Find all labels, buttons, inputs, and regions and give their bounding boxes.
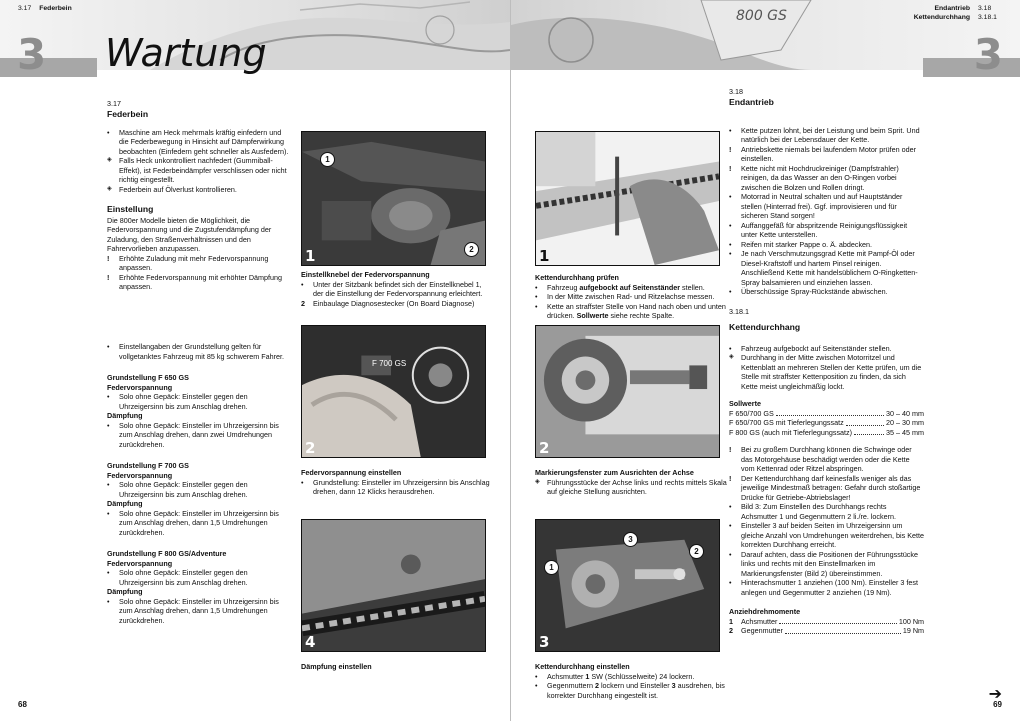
- caption-title: Dämpfung einstellen: [301, 662, 372, 671]
- maintenance-list: [729, 126, 924, 297]
- list-item: • Motorrad in Neutral schalten und auf Hauptständer stellen (Hinterrad frei). Ggf. improvisieren und für sicheren Stand sorgen!: [729, 192, 924, 221]
- settings-label: Dämpfung: [107, 587, 143, 596]
- settings-label: Federvorspannung: [107, 470, 173, 480]
- list-item: • Reifen mit starker Pappe o. Ä. abdecken.: [729, 240, 924, 250]
- page-number: 69: [993, 700, 1002, 710]
- photo-number: 1: [539, 247, 550, 265]
- caption-title: Federvorspannung einstellen: [301, 468, 402, 477]
- list-item: • Bild 3: Zum Einstellen des Durchhangs rechts Achsmutter 1 und Gegenmuttern 2 li./re. lockern.: [729, 502, 924, 521]
- photo-preload-adjust: [301, 325, 486, 458]
- caption-title: Kettendurchhang prüfen: [535, 273, 619, 282]
- subsection-title: Einstellung: [107, 204, 154, 215]
- left-settings-column: [107, 342, 292, 625]
- right-text-column: [729, 87, 924, 636]
- caption-item: • Kette an straffster Stelle von Hand nach oben und unten drücken. Sollwerte siehe rechte Spalte.: [535, 302, 730, 321]
- photo4-caption: [301, 662, 491, 672]
- photo-chain-adjust: [535, 519, 720, 652]
- settings-title: Grundstellung F 700 GS: [107, 461, 189, 470]
- chapter-number: 3: [17, 30, 47, 79]
- photo1-caption: [535, 273, 730, 321]
- list-item: • Auffanggefäß für abspritzende Reinigungsflüssigkeit unter Kette unterstellen.: [729, 221, 924, 240]
- settings-title: Grundstellung F 800 GS/Adventure: [107, 549, 227, 558]
- list-item: • Solo ohne Gepäck: Einsteller gegen den Uhrzeigersinn bis zum Anschlag drehen.: [107, 392, 292, 411]
- intro-list: [107, 128, 292, 195]
- photo-number: 2: [305, 439, 316, 457]
- list-item: • Solo ohne Gepäck: Einsteller gegen den Uhrzeigersinn bis zum Anschlag drehen.: [107, 480, 292, 499]
- list-item: • Maschine am Heck mehrmals kräftig einfedern und die Federbewegung in Hinsicht auf Dämpferwirkung beobachten (Einfedern geht schneller als Ausfedern).: [107, 128, 292, 157]
- warning-item: ! Antriebskette niemals bei laufendem Motor prüfen oder einstellen.: [729, 145, 924, 164]
- section-number: 3.17: [107, 99, 121, 108]
- next-page-arrow-icon[interactable]: ➔: [988, 686, 1002, 703]
- list-item: • Solo ohne Gepäck: Einsteller im Uhrzeigersinn bis zum Anschlag drehen, dann 1,5 Umdrehungen zurückdrehen.: [107, 597, 292, 626]
- caption-item: • In der Mitte zwischen Rad- und Ritzelachse messen.: [535, 292, 730, 302]
- callout-2: 2: [464, 242, 479, 257]
- section-number: 3.18: [729, 87, 743, 96]
- spec-row: F 650/700 GS mit Tieferlegungssatz 20 – 30 mm: [729, 418, 924, 428]
- photo-damping: [301, 519, 486, 652]
- list-item: ◈ Falls Heck unkontrolliert nachfedert (Gummiball-Effekt), ist Federbeindämpfer verschlissen oder nicht richtig eingestellt.: [107, 156, 292, 185]
- callout-3: 3: [623, 532, 638, 547]
- warning-item: ! Erhöhte Federvorspannung mit erhöhter Dämpfung anpassen.: [107, 273, 292, 292]
- settings-label: Federvorspannung: [107, 558, 173, 568]
- photo3-caption: [535, 662, 730, 700]
- photo-preload-knob: [301, 131, 486, 266]
- subsection-title: Kettendurchhang: [729, 322, 801, 333]
- list-item: • Kette putzen lohnt, bei der Leistung und beim Sprit. Und natürlich bei der Lebensdauer der Kette.: [729, 126, 924, 145]
- caption-item: • Achsmutter 1 SW (Schlüsselweite) 24 lockern.: [535, 672, 730, 682]
- callout-1: 1: [544, 560, 559, 575]
- list-item: • Darauf achten, dass die Positionen der Führungsstücke links und rechts mit den Einstellmarken im Markierungsfenster (Bild 2) übereinstimmen.: [729, 550, 924, 579]
- caption-item: • Fahrzeug aufgebockt auf Seitenständer stellen.: [535, 283, 730, 293]
- caption-item: • Gegenmuttern 2 lockern und Einsteller 3 ausdrehen, bis korrekter Durchhang eingestellt ist.: [535, 681, 730, 700]
- section-title: Federbein: [107, 108, 149, 119]
- torque-title: Anziehdrehmomente: [729, 607, 801, 617]
- running-header: 3.17 Federbein: [18, 5, 72, 12]
- caption-item: ◈ Führungsstücke der Achse links und rechts mittels Skala auf gleiche Stellung ausrichten.: [535, 478, 730, 497]
- spec-row: F 800 GS (auch mit Tieferlegungssatz) 35 – 45 mm: [729, 427, 924, 437]
- list-item: ◈ Federbein auf Ölverlust kontrollieren.: [107, 185, 292, 195]
- settings-label: Federvorspannung: [107, 382, 173, 392]
- torque-row: 2 Gegenmutter 19 Nm: [729, 626, 924, 636]
- photo-label: F 700 GS: [372, 359, 407, 368]
- list-item: • Fahrzeug aufgebockt auf Seitenständer stellen.: [729, 344, 924, 354]
- warning-item: ! Erhöhte Zuladung mit mehr Federvorspannung anpassen.: [107, 254, 292, 273]
- settings-label: Dämpfung: [107, 411, 143, 420]
- caption-title: Einstellknebel der Federvorspannung: [301, 270, 430, 279]
- photo-number: 4: [305, 633, 316, 651]
- list-item: • Solo ohne Gepäck: Einsteller im Uhrzeigersinn bis zum Anschlag drehen, dann 1,5 Umdrehungen zurückdrehen.: [107, 509, 292, 538]
- chapter-tab: [0, 58, 97, 77]
- torque-row: 1 Achsmutter 100 Nm: [729, 616, 924, 626]
- photo1-caption: [301, 270, 491, 308]
- warning-list: [107, 254, 292, 292]
- list-item: • Solo ohne Gepäck: Einsteller im Uhrzeigersinn bis zum Anschlag drehen, dann zwei Umdrehungen zurückdrehen.: [107, 421, 292, 450]
- spec-title: Sollwerte: [729, 399, 761, 409]
- chapter-tab: [923, 58, 1020, 77]
- photo-axle-window: [535, 325, 720, 458]
- list-item: • Einstellangaben der Grundstellung gelten für vollgetanktes Fahrzeug mit 85 kg schwerem Fahrer.: [107, 342, 292, 361]
- chapter-title: Wartung: [105, 31, 267, 75]
- list-item: ◈ Durchhang in der Mitte zwischen Motorritzel und Kettenblatt an mehreren Stellen der Kette prüfen, um die Stelle mit straffster Kettenposition zu finden, da sich Kette meist ungleichmäßig lockt.: [729, 353, 924, 391]
- paragraph: Die 800er Modelle bieten die Möglichkeit, die Federvorspannung und die Zugstufendämpfung der Zuladung, den Straßenverhältnissen und den Fahrervorlieben anzupassen.: [107, 215, 272, 254]
- caption-item: 2 Einbaulage Diagnosestecker (On Board Diagnose): [301, 299, 491, 309]
- adjust-list: [729, 445, 924, 597]
- left-text-column: [107, 99, 292, 292]
- photo2-caption: [301, 468, 491, 497]
- warning-item: ! Der Kettendurchhang darf keinesfalls weniger als das jeweilige Mindestmaß betragen: Gefahr durch stoßartige Drücke für Getriebe-Abtriebslager!: [729, 474, 924, 503]
- spec-row: F 650/700 GS 30 – 40 mm: [729, 408, 924, 418]
- subsection-number: 3.18.1: [729, 306, 749, 316]
- warning-item: ! Kette nicht mit Hochdruckreiniger (Dampfstrahler) reinigen, da das Wasser an den O-Ringen vorbei zwischen die Bolzen und Rollen dringt.: [729, 164, 924, 193]
- callout-1: 1: [320, 152, 335, 167]
- callout-2: 2: [689, 544, 704, 559]
- right-page: [510, 0, 1020, 721]
- section-title: Endantrieb: [729, 96, 774, 107]
- running-header: Endantrieb 3.18 Kettendurchhang 3.18.1: [913, 5, 997, 21]
- list-item: • Einsteller 3 auf beiden Seiten im Uhrzeigersinn um gleiche Anzahl von Umdrehungen weiterdrehen, bis Kette korrekten Durchhang erreicht.: [729, 521, 924, 550]
- caption-item: • Grundstellung: Einsteller im Uhrzeigersinn bis Anschlag drehen, dann 12 Klicks herausdrehen.: [301, 478, 491, 497]
- photo2-caption: [535, 468, 730, 497]
- photo-number: 3: [539, 633, 550, 651]
- page-number: 68: [18, 700, 27, 710]
- settings-label: Dämpfung: [107, 499, 143, 508]
- caption-title: Markierungsfenster zum Ausrichten der Achse: [535, 468, 694, 477]
- caption-title: Kettendurchhang einstellen: [535, 662, 630, 671]
- chapter-number: 3: [973, 30, 1003, 79]
- svg-text:800 GS: 800 GS: [736, 8, 787, 24]
- photo-number: 2: [539, 439, 550, 457]
- list-item: • Hinterachsmutter 1 anziehen (100 Nm). Einsteller 3 fest anlegen und Gegenmutter 2 anziehen (19 Nm).: [729, 578, 924, 597]
- photo-number: 1: [305, 247, 316, 265]
- list-item: • Überschüssige Spray-Rückstände abwischen.: [729, 287, 924, 297]
- list-item: • Je nach Verschmutzungsgrad Kette mit Pampf-Öl oder Diesel-Kraftstoff und hartem Pinsel reinigen. Anschließend Kette mit handelsüblichem O-Ringketten-Spray balsamieren und einziehen lassen.: [729, 249, 924, 287]
- caption-item: • Unter der Sitzbank befindet sich der Einstellknebel 1, der die Einstellung der Federvorspannung erleichtert.: [301, 280, 491, 299]
- photo-chain-check: [535, 131, 720, 266]
- settings-title: Grundstellung F 650 GS: [107, 373, 189, 382]
- list-item: • Solo ohne Gepäck: Einsteller gegen den Uhrzeigersinn bis zum Anschlag drehen.: [107, 568, 292, 587]
- warning-item: ! Bei zu großem Durchhang können die Schwinge oder das Motorgehäuse beschädigt werden oder die Kette vom Kettenrad oder Ritzel abspringen.: [729, 445, 924, 474]
